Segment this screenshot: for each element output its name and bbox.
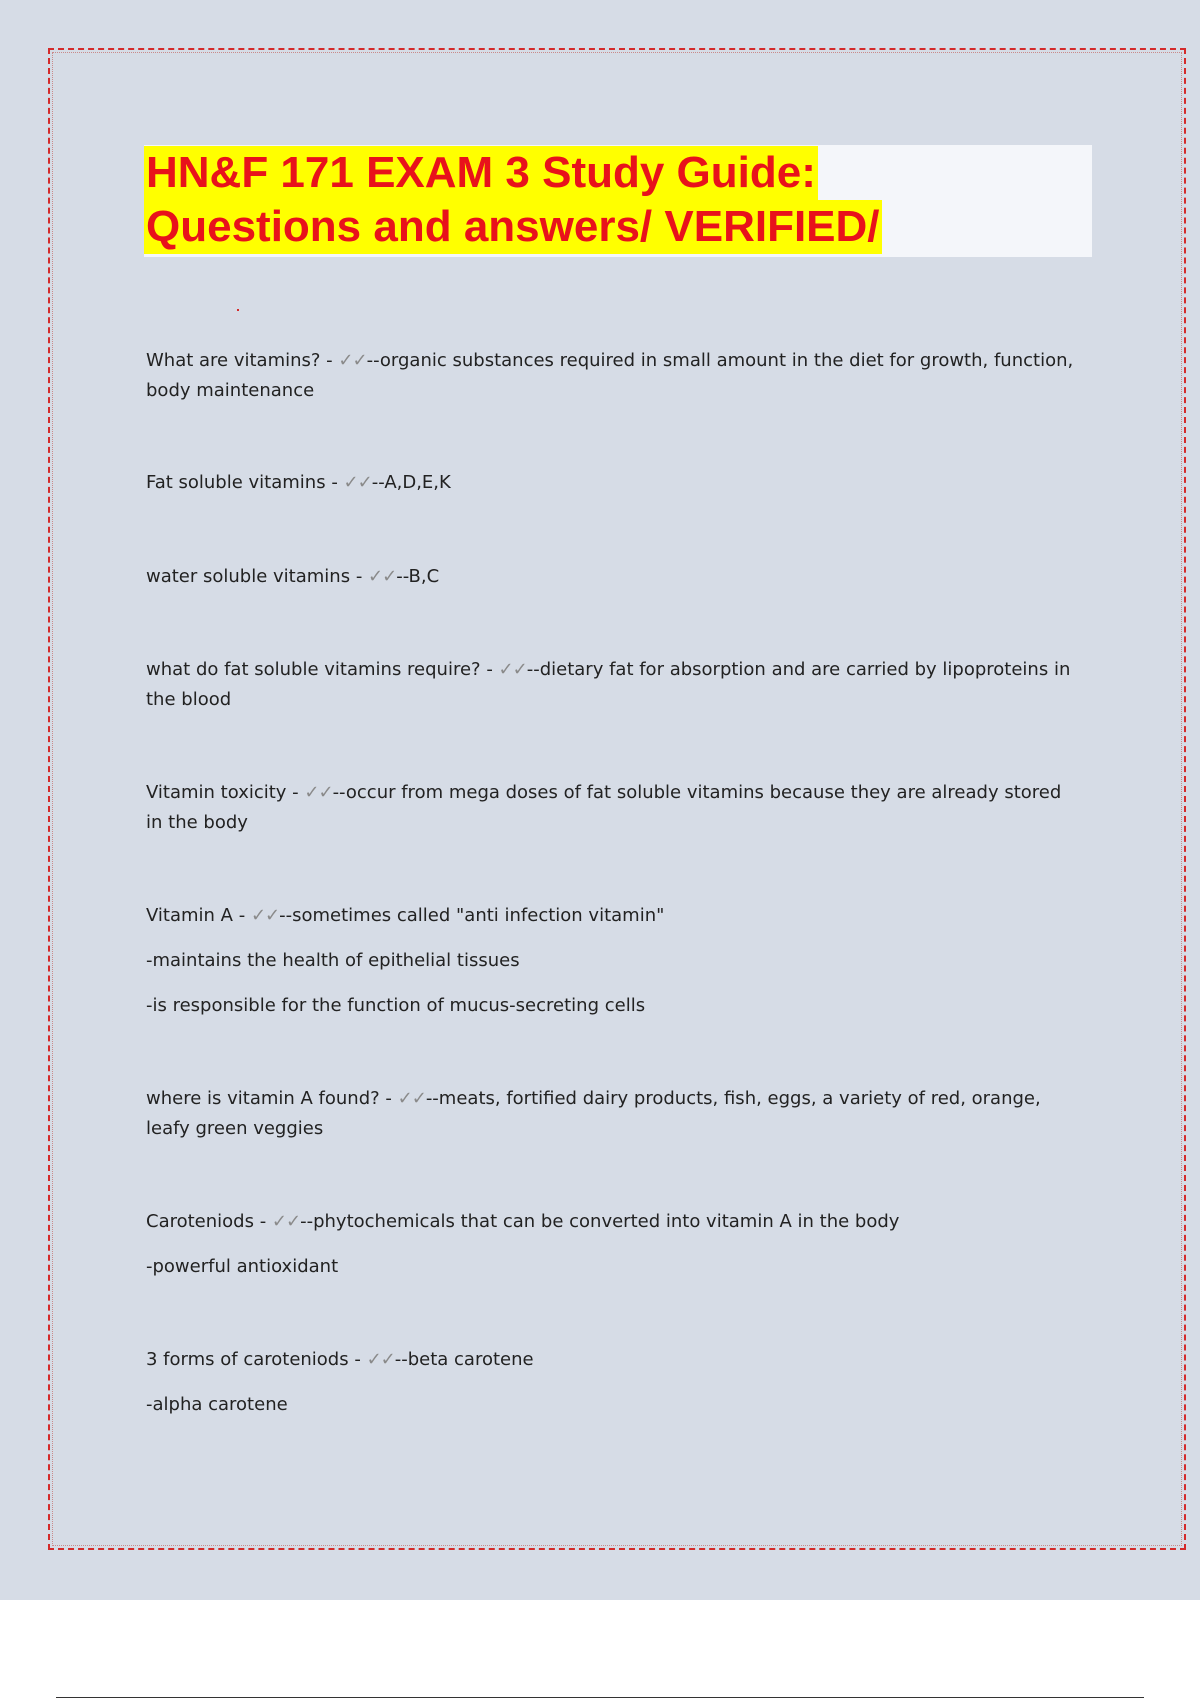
- qa-line: [146, 346, 1096, 376]
- qa-line: [146, 468, 1096, 498]
- qa-entry: [146, 468, 1096, 498]
- check-marks-icon: ✓✓: [338, 350, 367, 371]
- answer-bullet: -alpha carotene: [146, 1394, 288, 1415]
- qa-entry: [146, 1345, 1096, 1420]
- answer-text: --dietary fat for absorption and are carried by lipoproteins in: [526, 659, 1071, 680]
- answer-text: --organic substances required in small amount in the diet for growth, function,: [366, 350, 1074, 371]
- footer-rule: [56, 1697, 1144, 1698]
- qa-entry: [146, 1207, 1096, 1282]
- answer-continuation: in the body: [146, 812, 248, 833]
- answer-continuation: leafy green veggies: [146, 1118, 324, 1139]
- qa-entry: [146, 346, 1096, 406]
- answer-bullet: -is responsible for the function of mucus-secreting cells: [146, 995, 646, 1016]
- check-marks-icon: ✓✓: [397, 1088, 426, 1109]
- check-marks-icon: ✓✓: [304, 782, 333, 803]
- answer-text: --phytochemicals that can be converted into vitamin A in the body: [300, 1211, 900, 1232]
- question-text: 3 forms of caroteniods -: [146, 1349, 367, 1370]
- answer-text: --sometimes called "anti infection vitamin": [279, 905, 665, 926]
- question-text: what do fat soluble vitamins require? -: [146, 659, 499, 680]
- question-text: water soluble vitamins -: [146, 566, 369, 587]
- answer-bullet: -powerful antioxidant: [146, 1256, 339, 1277]
- question-text: Fat soluble vitamins -: [146, 472, 344, 493]
- question-text: Caroteniods -: [146, 1211, 272, 1232]
- answer-bullet: -maintains the health of epithelial tissues: [146, 950, 520, 971]
- question-text: Vitamin toxicity -: [146, 782, 305, 803]
- qa-entry: [146, 901, 1096, 1021]
- check-marks-icon: ✓✓: [498, 659, 527, 680]
- question-text: where is vitamin A found? -: [146, 1088, 398, 1109]
- question-text: What are vitamins? -: [146, 350, 339, 371]
- check-marks-icon: ✓✓: [366, 1349, 395, 1370]
- stray-mark: [237, 309, 239, 311]
- qa-entry: [146, 562, 1096, 592]
- qa-entry: [146, 1084, 1096, 1144]
- qa-entry: [146, 655, 1096, 715]
- answer-continuation: body maintenance: [146, 380, 315, 401]
- answer-continuation: the blood: [146, 689, 232, 710]
- check-marks-icon: ✓✓: [271, 1211, 301, 1232]
- answer-text: --beta carotene: [394, 1349, 534, 1370]
- question-text: Vitamin A -: [146, 905, 251, 926]
- qa-line: [146, 655, 1096, 685]
- answer-text: --occur from mega doses of fat soluble vitamins because they are already stored: [332, 782, 1062, 803]
- qa-line: [146, 901, 1096, 931]
- check-marks-icon: ✓✓: [368, 566, 397, 587]
- document-title-line-2: Questions and answers/ VERIFIED/: [144, 200, 882, 254]
- qa-line: [146, 1345, 1096, 1375]
- qa-entry: [146, 778, 1096, 838]
- qa-line: [146, 1084, 1096, 1114]
- check-marks-icon: ✓✓: [250, 905, 280, 926]
- qa-line: [146, 1207, 1096, 1237]
- document-title-line-1: HN&F 171 EXAM 3 Study Guide:: [144, 146, 818, 200]
- qa-line: [146, 778, 1096, 808]
- check-marks-icon: ✓✓: [343, 472, 372, 493]
- answer-text: --A,D,E,K: [371, 472, 451, 493]
- qa-line: [146, 562, 1096, 592]
- answer-text: --meats, fortified dairy products, fish, eggs, a variety of red, orange,: [425, 1088, 1041, 1109]
- qa-content: [146, 346, 1096, 1420]
- answer-text: --B,C: [396, 566, 440, 587]
